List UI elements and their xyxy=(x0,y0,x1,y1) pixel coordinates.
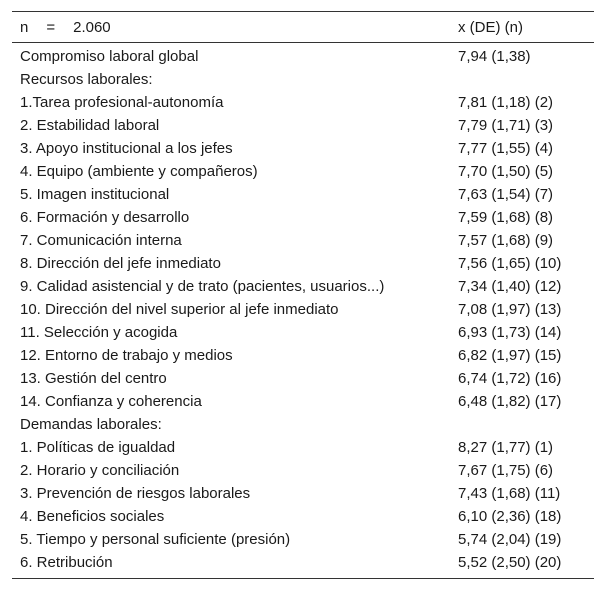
table-row xyxy=(12,482,594,505)
table-row xyxy=(12,252,594,275)
table-row xyxy=(12,390,594,413)
row-value: 7,67 (1,75) (6) xyxy=(458,462,554,479)
row-value: 6,93 (1,73) (14) xyxy=(458,324,562,341)
row-value: 6,82 (1,97) (15) xyxy=(458,347,562,364)
header-n-value: 2.060 xyxy=(73,18,111,36)
row-label: 5. Tiempo y personal suficiente (presión) xyxy=(20,531,291,548)
row-value xyxy=(450,413,594,436)
row-label: 1.Tarea profesional-autonomía xyxy=(20,94,224,111)
row-label: 7. Comunicación interna xyxy=(20,232,182,249)
row-label: 10. Dirección del nivel superior al jefe inmediato xyxy=(20,301,339,318)
row-value: 7,34 (1,40) (12) xyxy=(458,278,562,295)
row-value: 7,43 (1,68) (11) xyxy=(458,485,561,502)
row-label: 5. Imagen institucional xyxy=(20,186,170,203)
table-row xyxy=(12,160,594,183)
row-label: 9. Calidad asistencial y de trato (pacientes, usuarios...) xyxy=(20,278,385,295)
row-value: 7,59 (1,68) (8) xyxy=(458,209,554,226)
row-label: 4. Equipo (ambiente y compañeros) xyxy=(20,163,258,180)
header-value-column: x (DE) (n) xyxy=(458,18,523,36)
row-value: 7,70 (1,50) (5) xyxy=(458,163,554,180)
header-equals: = xyxy=(46,18,56,36)
table-row xyxy=(12,528,594,551)
row-label: 11. Selección y acogida xyxy=(20,324,178,341)
row-value: 7,94 (1,38) xyxy=(458,48,531,65)
row-label: 1. Políticas de igualdad xyxy=(20,439,176,456)
row-value: 7,77 (1,55) (4) xyxy=(458,140,554,157)
row-label: 3. Apoyo institucional a los jefes xyxy=(20,140,233,157)
row-value: 6,10 (2,36) (18) xyxy=(458,508,562,525)
row-value: 7,08 (1,97) (13) xyxy=(458,301,562,318)
row-label: 12. Entorno de trabajo y medios xyxy=(20,347,233,364)
table-body xyxy=(12,43,594,579)
row-label: 4. Beneficios sociales xyxy=(20,508,165,525)
row-label: Recursos laborales: xyxy=(20,71,153,88)
row-label: Compromiso laboral global xyxy=(20,48,199,65)
row-label: 8. Dirección del jefe inmediato xyxy=(20,255,221,272)
results-table xyxy=(12,11,594,579)
table-row xyxy=(12,114,594,137)
table-row xyxy=(12,344,594,367)
row-label: 2. Estabilidad laboral xyxy=(20,117,160,134)
row-label: 6. Retribución xyxy=(20,554,113,571)
row-label: 13. Gestión del centro xyxy=(20,370,167,387)
row-value: 7,63 (1,54) (7) xyxy=(458,186,554,203)
row-value: 6,48 (1,82) (17) xyxy=(458,393,562,410)
table-row xyxy=(12,413,594,436)
row-label: 6. Formación y desarrollo xyxy=(20,209,190,226)
row-value: 7,81 (1,18) (2) xyxy=(458,94,554,111)
row-value: 7,57 (1,68) (9) xyxy=(458,232,554,249)
row-label: 2. Horario y conciliación xyxy=(20,462,180,479)
row-value: 8,27 (1,77) (1) xyxy=(458,439,554,456)
table-row xyxy=(12,436,594,459)
row-value xyxy=(450,68,594,91)
row-label: 14. Confianza y coherencia xyxy=(20,393,202,410)
header-sample-size xyxy=(12,12,450,43)
table-row xyxy=(12,68,594,91)
table-row xyxy=(12,206,594,229)
row-value: 5,74 (2,04) (19) xyxy=(458,531,562,548)
table-row xyxy=(12,43,594,69)
table-row xyxy=(12,229,594,252)
table-row xyxy=(12,505,594,528)
header-row xyxy=(12,12,594,43)
table-header xyxy=(12,12,594,43)
table-row xyxy=(12,551,594,579)
table-row xyxy=(12,367,594,390)
row-value: 6,74 (1,72) (16) xyxy=(458,370,562,387)
table-row xyxy=(12,91,594,114)
table-row xyxy=(12,298,594,321)
table-row xyxy=(12,275,594,298)
row-value: 5,52 (2,50) (20) xyxy=(458,554,562,571)
table-row xyxy=(12,183,594,206)
table-row xyxy=(12,137,594,160)
header-n-label: n xyxy=(20,18,29,36)
row-label: 3. Prevención de riesgos laborales xyxy=(20,485,251,502)
row-value: 7,79 (1,71) (3) xyxy=(458,117,554,134)
row-label: Demandas laborales: xyxy=(20,416,162,433)
table-row xyxy=(12,321,594,344)
row-value: 7,56 (1,65) (10) xyxy=(458,255,562,272)
results-table-container xyxy=(12,11,594,579)
table-row xyxy=(12,459,594,482)
